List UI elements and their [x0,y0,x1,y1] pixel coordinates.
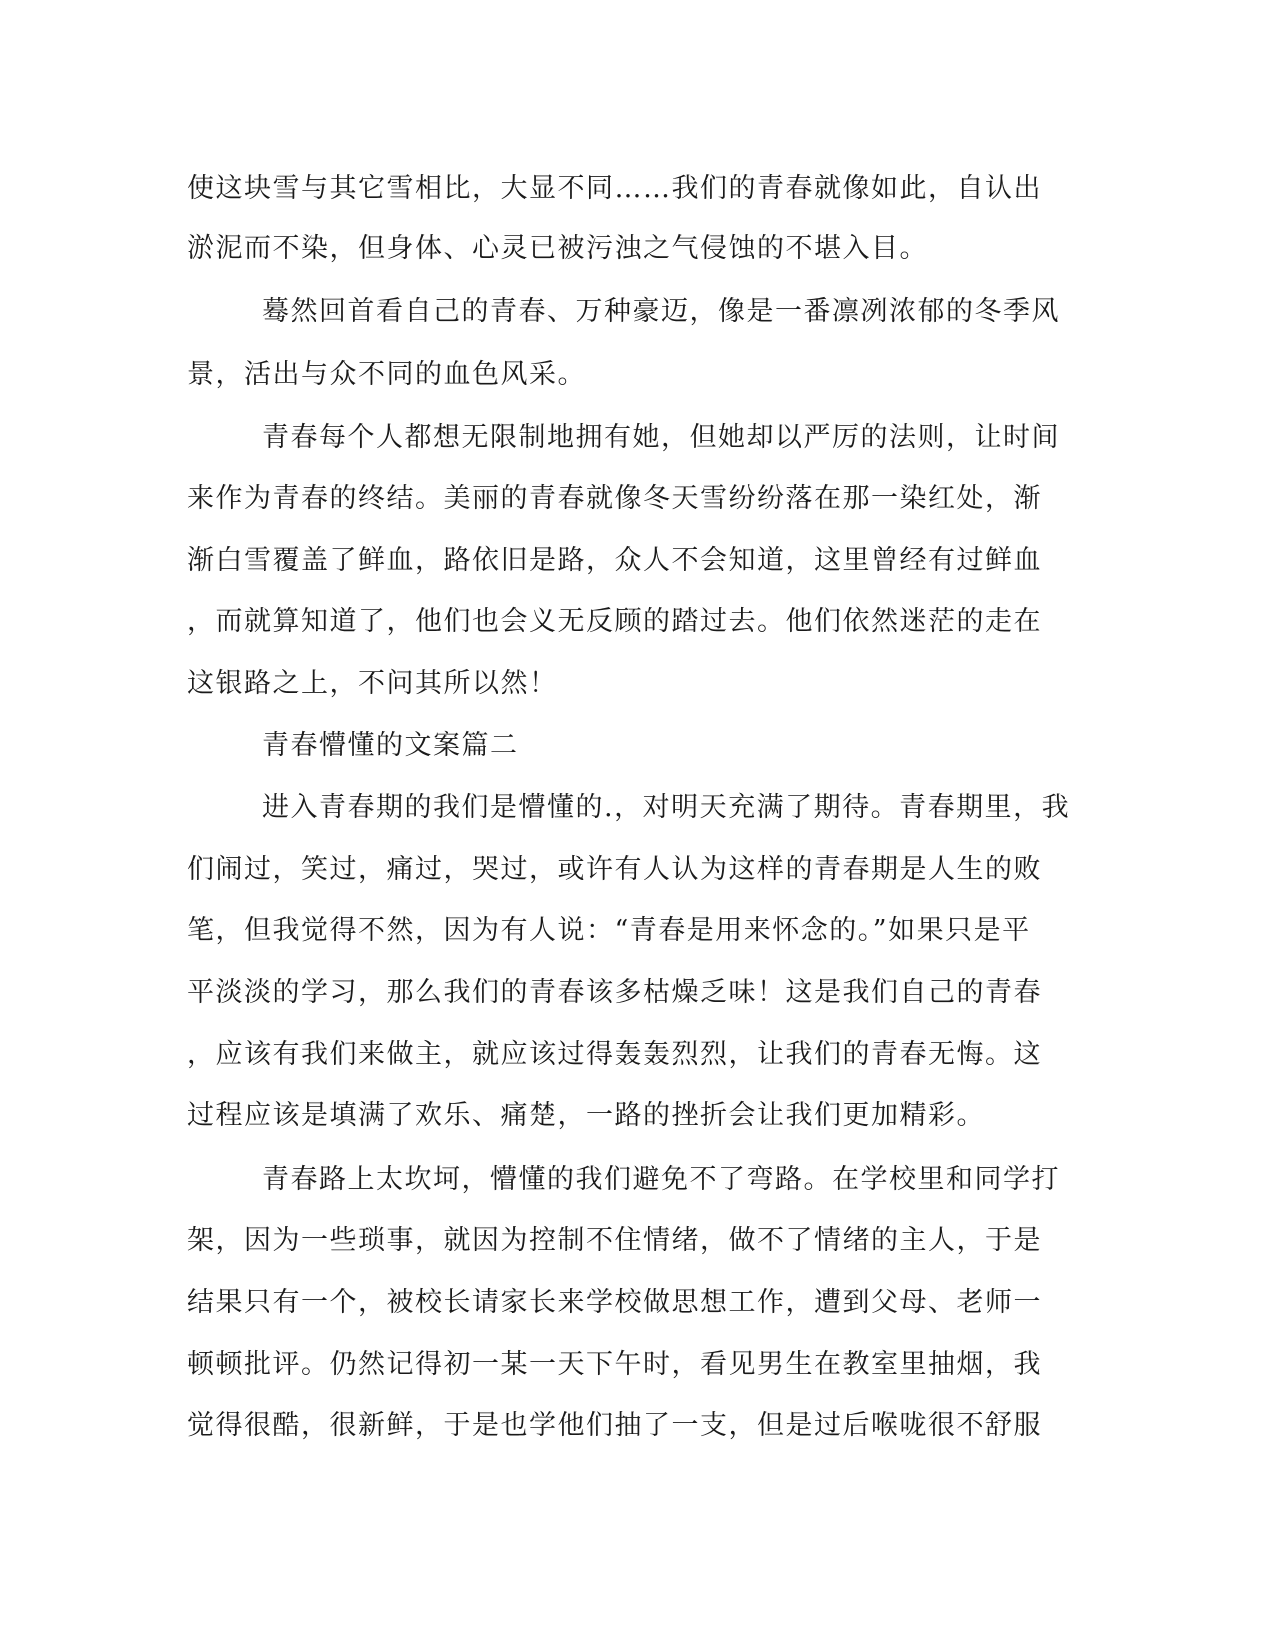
text-line: 这银路之上，不问其所以然！ [187,668,558,699]
text-line: 来作为青春的终结。美丽的青春就像冬天雪纷纷落在那一染红处，渐 [187,483,1042,514]
text-line: 渐白雪覆盖了鲜血，路依旧是路，众人不会知道，这里曾经有过鲜血 [187,545,1042,576]
text-line: 过程应该是填满了欢乐、痛楚，一路的挫折会让我们更加精彩。 [187,1100,985,1131]
text-line: 觉得很酷，很新鲜，于是也学他们抽了一支，但是过后喉咙很不舒服 [187,1410,1042,1441]
paragraph-first-line: 进入青春期的我们是懵懂的.，对明天充满了期待。青春期里，我 [262,792,1071,823]
text-line: 淤泥而不染，但身体、心灵已被污浊之气侵蚀的不堪入目。 [187,233,928,264]
text-line: 们闹过，笑过，痛过，哭过，或许有人认为这样的青春期是人生的败 [187,854,1042,885]
paragraph-first-line: 蓦然回首看自己的青春、万种豪迈，像是一番凛冽浓郁的冬季风 [262,296,1060,327]
text-line: 景，活出与众不同的血色风采。 [187,359,586,390]
text-line: 结果只有一个，被校长请家长来学校做思想工作，遭到父母、老师一 [187,1287,1042,1318]
text-line: 顿顿批评。仍然记得初一某一天下午时，看见男生在教室里抽烟，我 [187,1349,1042,1380]
text-line: 架，因为一些琐事，就因为控制不住情绪，做不了情绪的主人，于是 [187,1225,1042,1256]
text-line: 笔，但我觉得不然，因为有人说：“青春是用来怀念的。”如果只是平 [187,915,1031,946]
text-line: ，而就算知道了，他们也会义无反顾的踏过去。他们依然迷茫的走在 [187,606,1042,637]
text-line: 平淡淡的学习，那么我们的青春该多枯燥乏味！这是我们自己的青春 [187,977,1042,1008]
section-heading: 青春懵懂的文案篇二 [262,730,519,761]
paragraph-first-line: 青春路上太坎坷，懵懂的我们避免不了弯路。在学校里和同学打 [262,1164,1060,1195]
text-line: 使这块雪与其它雪相比，大显不同……我们的青春就像如此，自认出 [187,173,1042,204]
text-line: ，应该有我们来做主，就应该过得轰轰烈烈，让我们的青春无悔。这 [187,1039,1042,1070]
paragraph-first-line: 青春每个人都想无限制地拥有她，但她却以严厉的法则，让时间 [262,422,1060,453]
